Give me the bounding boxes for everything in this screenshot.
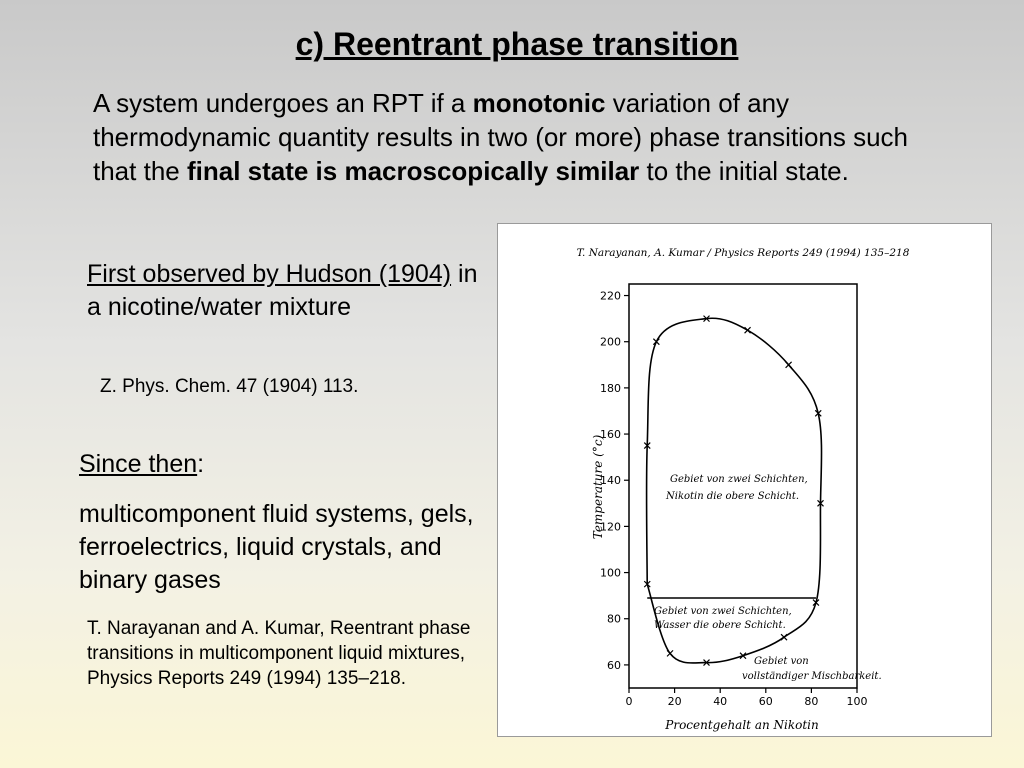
data-point-mark (745, 327, 751, 333)
hudson-text: in a nicotine/water mixture (87, 260, 478, 321)
x-tick-label: 0 (625, 695, 633, 708)
y-tick-label: 220 (600, 289, 621, 303)
y-tick-label: 180 (600, 381, 621, 395)
phase-diagram-svg (498, 224, 991, 736)
hudson-link: First observed by Hudson (1904) (87, 260, 452, 288)
intro-paragraph (93, 86, 943, 188)
y-tick-label: 100 (600, 566, 621, 580)
region2-line1: Gebiet von zwei Schichten, (654, 606, 792, 617)
data-point-mark (653, 339, 659, 345)
region3-line1: Gebiet von (754, 656, 809, 667)
intro-bold-monotonic: monotonic (472, 88, 606, 118)
review-reference: T. Narayanan and A. Kumar, Reentrant phase transitions in multicomponent liquid mixtures, Physics Reports 249 (1994) 135–218. (87, 618, 471, 689)
hudson-paragraph (87, 258, 487, 324)
figure-header: T. Narayanan, A. Kumar / Physics Reports 249 (1994) 135–218 (576, 247, 910, 259)
region1-line1: Gebiet von zwei Schichten, (670, 474, 808, 485)
x-axis-label: Procentgehalt an Nikotin (665, 718, 819, 732)
x-axis-ticks (626, 688, 868, 708)
x-tick-label: 100 (846, 695, 868, 708)
data-point-mark (781, 634, 787, 640)
y-tick-label: 80 (607, 612, 621, 626)
intro-text-3: to the initial state. (639, 156, 849, 186)
x-tick-label: 40 (713, 695, 728, 708)
y-tick-label: 140 (600, 474, 621, 488)
intro-bold-final-state: final state is macroscopically similar (186, 156, 640, 186)
x-tick-label: 80 (804, 695, 819, 708)
x-tick-label: 60 (758, 695, 773, 708)
data-point-mark (786, 362, 792, 368)
since-then-heading (79, 450, 204, 479)
hudson-reference: Z. Phys. Chem. 47 (1904) 113. (100, 376, 359, 397)
intro-text-1: A system undergoes an RPT if a (93, 88, 473, 118)
since-then-label: Since then (79, 450, 198, 478)
region2-line2: Wasser die obere Schicht. (654, 620, 786, 631)
y-tick-label: 60 (607, 658, 621, 672)
intro-text-2: variation of any thermodynamic quantity results in two (or more) phase transitions such that the (93, 88, 909, 186)
region3-line2: vollständiger Mischbarkeit. (742, 671, 882, 682)
slide-title: c) Reentrant phase transition (295, 26, 739, 62)
y-tick-label: 160 (600, 428, 621, 442)
x-tick-label: 20 (667, 695, 682, 708)
y-axis-label: Temperature (°c) (591, 434, 605, 540)
systems-list: multicomponent fluid systems, gels, ferroelectrics, liquid crystals, and binary gases (79, 500, 474, 594)
since-then-colon: : (197, 450, 205, 478)
y-tick-label: 200 (600, 335, 621, 349)
region1-line2: Nikotin die obere Schicht. (666, 491, 800, 502)
phase-diagram-figure (497, 223, 992, 737)
data-point-mark (667, 650, 673, 656)
y-tick-label: 120 (600, 520, 621, 534)
